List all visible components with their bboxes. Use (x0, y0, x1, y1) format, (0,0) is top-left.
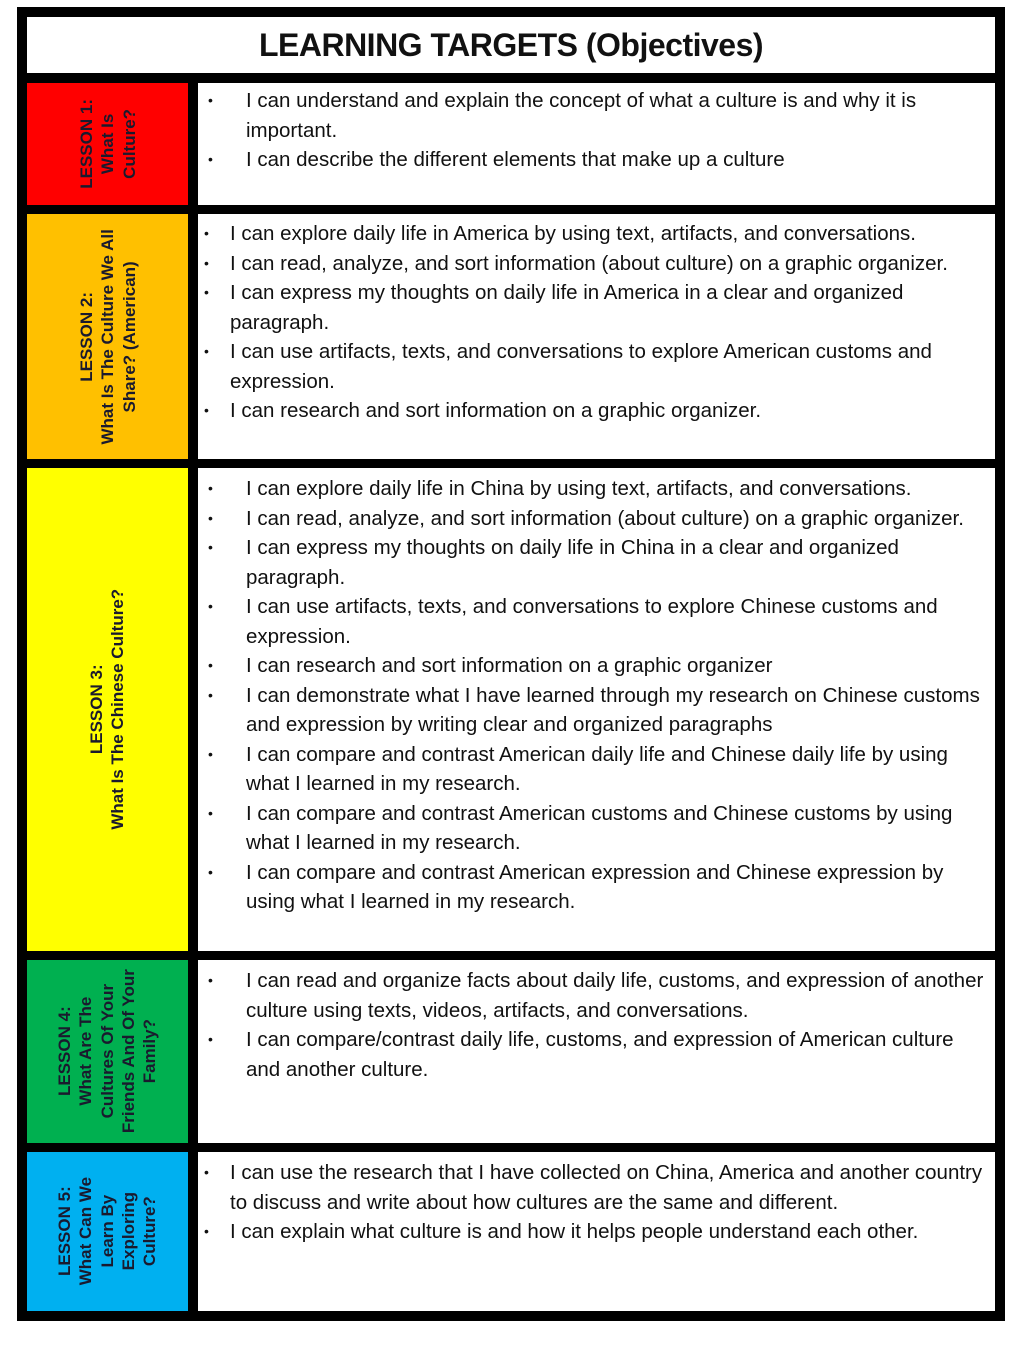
lesson-4-targets (198, 966, 987, 1084)
list-item: • I can use artifacts, texts, and conversations to explore Chinese customs and expression. (198, 592, 987, 651)
lesson-1-label: LESSON 1: What Is Culture? (76, 99, 139, 189)
lesson-5-label: LESSON 5: What Can We Learn By Exploring Culture? (55, 1177, 160, 1286)
bullet-icon: • (208, 598, 213, 614)
lesson-2-targets (198, 219, 995, 426)
lesson-row-2 (27, 214, 995, 459)
list-item: • I can compare and contrast American customs and Chinese customs by using what I learned in my research. (198, 799, 987, 858)
lesson-row-4 (27, 960, 995, 1143)
list-item: • I can read and organize facts about daily life, customs, and expression of another culture using texts, videos, artifacts, and conversations. (198, 966, 987, 1025)
lesson-2-targets-cell (198, 214, 995, 459)
list-item: • I can compare/contrast daily life, customs, and expression of American culture and another culture. (198, 1025, 987, 1084)
list-item: • I can explore daily life in America by using text, artifacts, and conversations. (198, 219, 995, 249)
list-item: • I can express my thoughts on daily life in China in a clear and organized paragraph. (198, 533, 987, 592)
bullet-icon: • (204, 402, 209, 418)
learning-targets-table (17, 7, 1005, 1321)
lesson-4-label-cell (27, 960, 188, 1143)
list-item: • I can read, analyze, and sort information (about culture) on a graphic organizer. (198, 249, 995, 279)
list-item: • I can research and sort information on a graphic organizer (198, 651, 987, 681)
lesson-1-label-cell (27, 83, 188, 205)
list-item: • I can describe the different elements that make up a culture (198, 145, 989, 175)
list-item: • I can explain what culture is and how it helps people understand each other. (198, 1217, 987, 1247)
list-item: • I can compare and contrast American expression and Chinese expression by using what I learned in my research. (198, 858, 987, 917)
bullet-icon: • (208, 686, 213, 703)
lesson-1-targets-cell (198, 83, 995, 205)
bullet-icon: • (204, 225, 209, 241)
bullet-icon: • (204, 1223, 209, 1239)
lesson-5-label-cell (27, 1152, 188, 1311)
bullet-icon: • (208, 1031, 213, 1047)
lesson-2-label-cell (27, 214, 188, 459)
bullet-icon: • (208, 480, 213, 496)
list-item: • I can research and sort information on a graphic organizer. (198, 396, 995, 426)
bullet-icon: • (204, 284, 209, 300)
bullet-icon: • (208, 509, 213, 526)
lesson-5-targets-cell (198, 1152, 995, 1311)
list-item: • I can understand and explain the concept of what a culture is and why it is important. (198, 86, 989, 145)
list-item: • I can use the research that I have collected on China, America and another country to discuss and write about how cultures are the same and different. (198, 1158, 987, 1217)
bullet-icon: • (208, 972, 213, 988)
lesson-row-1 (27, 83, 995, 205)
page-title: LEARNING TARGETS (Objectives) (258, 26, 764, 63)
lesson-2-label: LESSON 2: What Is The Culture We All Share? (American) (76, 228, 139, 445)
bullet-icon: • (208, 657, 213, 673)
list-item: • I can compare and contrast American daily life and Chinese daily life by using what I learned in my research. (198, 740, 987, 799)
bullet-icon: • (208, 745, 213, 762)
bullet-icon: • (204, 343, 209, 359)
lesson-3-targets-cell (198, 468, 995, 951)
list-item: • I can use artifacts, texts, and conversations to explore American customs and expression. (198, 337, 995, 396)
bullet-icon: • (208, 539, 213, 555)
lesson-3-label: LESSON 3: What Is The Chinese Culture? (87, 589, 128, 830)
lesson-5-targets (198, 1158, 987, 1247)
bullet-icon: • (208, 804, 213, 821)
lesson-1-targets (198, 86, 989, 175)
list-item: • I can express my thoughts on daily life in America in a clear and organized paragraph. (198, 278, 995, 337)
list-item: • I can read, analyze, and sort information (about culture) on a graphic organizer. (198, 504, 987, 534)
bullet-icon: • (208, 92, 213, 108)
lesson-4-label: LESSON 4: What Are The Cultures Of Your Friends And Of Your Family? (55, 969, 160, 1134)
list-item: • I can explore daily life in China by using text, artifacts, and conversations. (198, 474, 987, 504)
table-header (27, 17, 995, 73)
lesson-row-5 (27, 1152, 995, 1311)
lesson-3-label-cell (27, 468, 188, 951)
bullet-icon: • (208, 151, 213, 167)
bullet-icon: • (204, 254, 209, 271)
bullet-icon: • (208, 863, 213, 880)
bullet-icon: • (204, 1164, 209, 1180)
list-item: • I can demonstrate what I have learned through my research on Chinese customs and expression by writing clear and organized paragraphs (198, 681, 987, 740)
lesson-4-targets-cell (198, 960, 995, 1143)
lesson-row-3 (27, 468, 995, 951)
lesson-3-targets (198, 474, 987, 917)
